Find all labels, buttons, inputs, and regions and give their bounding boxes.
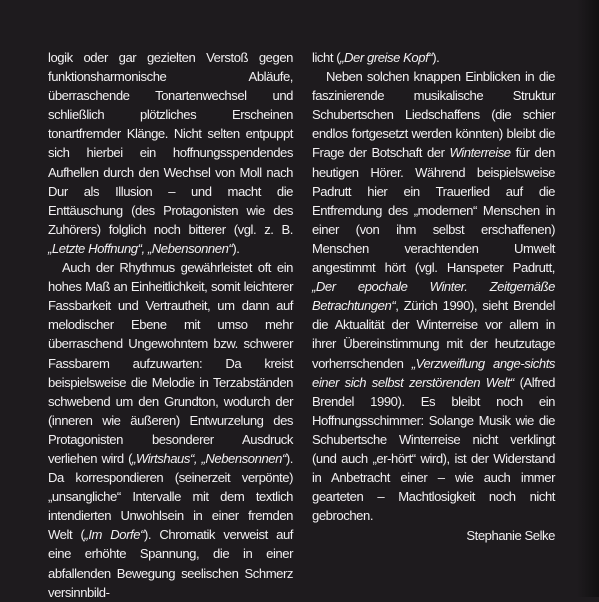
italic-text: „Wirtshaus“, „Nebensonnen“ <box>132 450 286 466</box>
paragraph <box>48 48 293 258</box>
page-edge-shadow <box>577 0 599 597</box>
text-run: ). Chromatik verweist auf eine erhöhte Spannung, die in einer abfallenden Bewegung seelischen Schmerz versinnbild- <box>48 527 293 600</box>
paragraph <box>312 67 555 525</box>
text-run: ). <box>232 240 240 256</box>
italic-text: „Im Dorfe“ <box>84 527 144 543</box>
italic-text: Winterreise <box>449 145 511 161</box>
text-run: für den heutigen Hörer. Während beispielsweise Padrutt hier ein Trauerlied auf die Entfremdung des „modernen“ Menschen in einer (von ihm selbst erschaffenen) Menschen verachtenden Umwelt angestimmt hört (vgl. Hanspeter Padrutt, <box>312 145 555 276</box>
italic-text: „Letzte Hoffnung“, „Nebensonnen“ <box>48 240 233 256</box>
text-run: Neben solchen knappen Einblicken in die faszinierende musikalische Struktur Schubertschen Liedschaffens (die schier endlos fortgesetzt werden könnten) bleibt die Frage der Botschaft der <box>312 69 555 161</box>
text-run: (Alfred Brendel 1990). Es bleibt noch ein Hoffnungsschimmer: Solange Musik wie die Schubertsche Winterreise nicht verklingt (und auch „er-hört“ wird), ist der Widerstand in Anbetracht einer – wie auch immer gearteten – Machtlosigkeit noch nicht gebrochen. <box>312 374 555 524</box>
paragraph <box>48 258 293 602</box>
text-run: , Zürich 1990), sieht Brendel die Aktualität der Winterreise vor allem in ihrer Übereinstimmung mit der heutzutage vorherrschenden <box>312 298 555 371</box>
left-text-column <box>48 48 293 602</box>
text-run: ). <box>432 50 440 65</box>
author-signature: Stephanie Selke <box>466 528 555 544</box>
text-run: ). Da korrespondieren (seinerzeit verpönte) „unsangliche“ Intervalle mit dem textlich intendierten Unwohlsein in einer fremden Welt ( <box>48 450 293 543</box>
text-run: Auch der Rhythmus gewährleistet oft ein hohes Maß an Einheitlichkeit, somit leichterer Fassbarkeit und Vertrautheit, um dann auf melodischer Ebene mit umso mehr überraschend Ungewohntem bzw. schwerer Fassbarem aufzuwarten: Da kreist beispielsweise die Melodie in Terzabständen schwebend um den Grundton, wodurch der (inneren wie äußeren) Entwurzelung des Protagonisten besonderer Ausdruck verliehen wird ( <box>48 260 293 466</box>
italic-text: „Verzweiflung ange-sichts einer sich selbst zerstörenden Welt“ <box>312 355 556 390</box>
italic-text: „Der greise Kopf“ <box>340 50 433 65</box>
paragraph <box>312 48 555 67</box>
text-run: logik oder gar gezielten Verstoß gegen funktionsharmonische Abläufe, überraschende Tonartenwechsel und schließlich plötzliches Erscheinen tonartfremder Klänge. Nicht selten entpuppt sich hierbei ein hoffnungsspendendes Aufhellen durch den Wechsel von Moll nach Dur als Illusion – und macht die Enttäuschung (des Protagonisten wie des Zuhörers) folglich noch bitterer (vgl. z. B. <box>48 50 293 237</box>
text-run: licht ( <box>312 50 341 65</box>
right-text-column <box>312 48 555 545</box>
italic-text: „Der epochale Winter. Zeitgemäße Betrachtungen“ <box>312 279 555 314</box>
